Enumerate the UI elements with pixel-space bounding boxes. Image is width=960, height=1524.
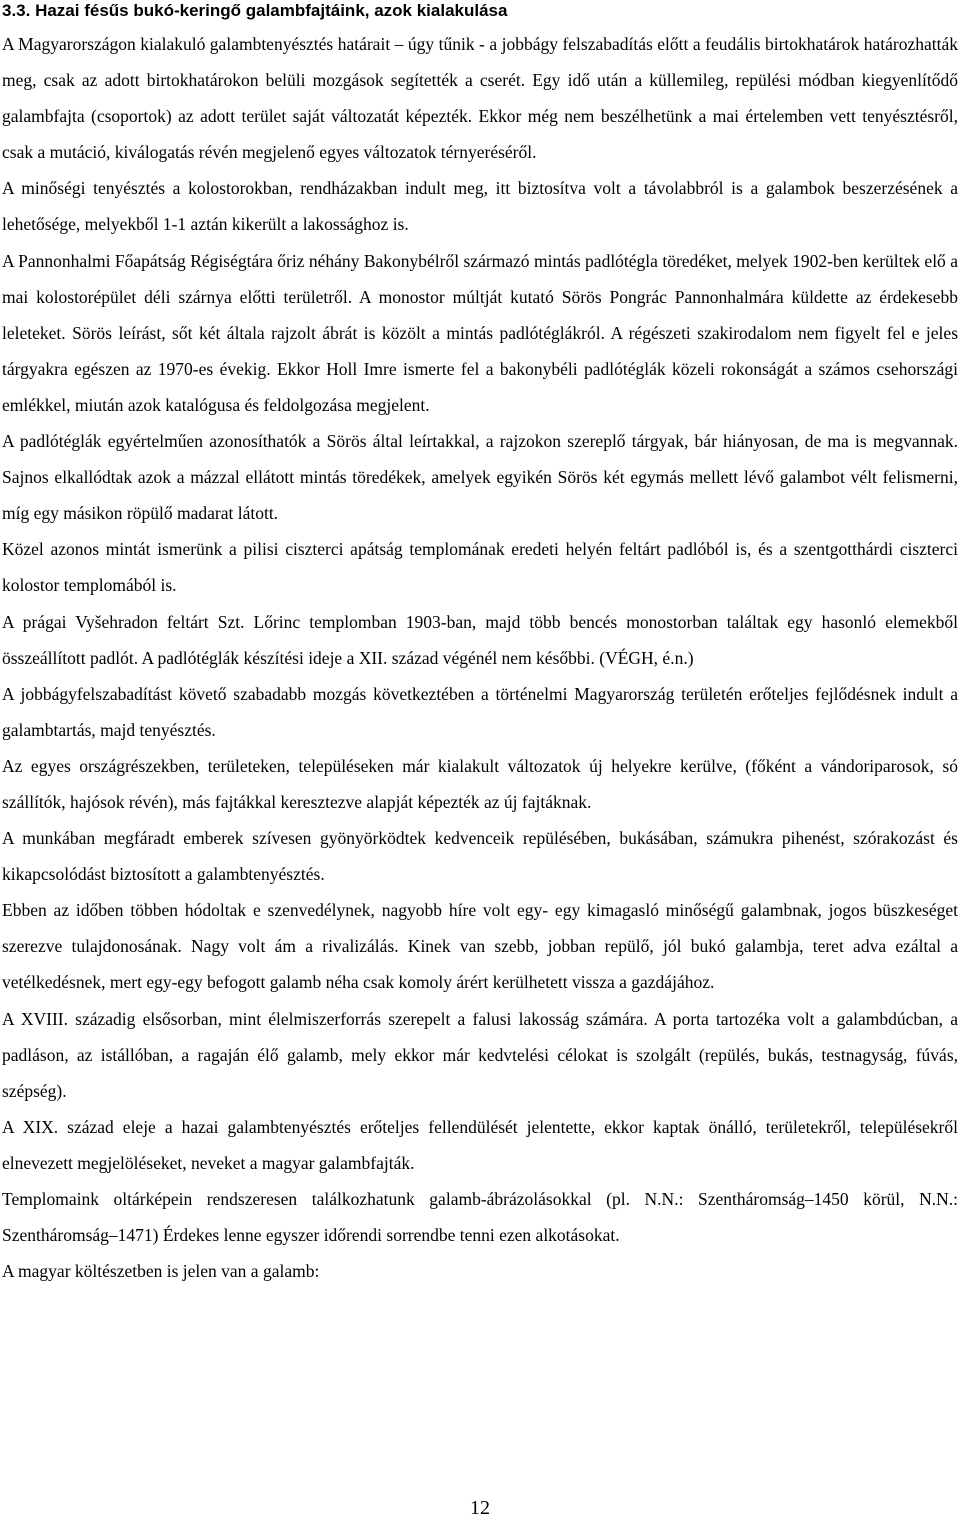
paragraph: A prágai Vyšehradon feltárt Szt. Lőrinc templomban 1903-ban, majd több bencés monostorban találtak egy hasonló elemekből összeállított padlót. A padlótéglák készítési ideje a XII. század végénél nem későbbi. (VÉGH, é.n.) <box>2 611 958 668</box>
paragraph: Templomaink oltárképein rendszeresen találkozhatunk galamb-ábrázolásokkal (pl. N.N.: Szentháromság–1450 körül, N.N.: Szentháromság–1471) Érdekes lenne egyszer időrendi sorrendbe tenni ezen alkotásokat. <box>2 1189 958 1246</box>
page-number: 12 <box>470 1497 490 1519</box>
paragraph: A Pannonhalmi Főapátság Régiségtára őriz néhány Bakonybélről származó mintás padlótégla töredéket, melyek 1902-ben kerültek elő a mai kolostorépület déli szárnya előtti területről. A monostor múltját kutató Sörös Pongrác Pannonhalmára küldette az érdekesebb leleteket. Sörös leírást, sőt két általa rajzolt ábrát is közölt a mintás padlótéglákról. A régészeti szakirodalom nem figyelt fel e jeles tárgyakra egészen az 1970-es évekig. Ekkor Holl Imre ismerte fel a bakonybéli padlótéglák közeli rokonságát a számos csehországi emlékkel, miután azok katalógusa és feldolgozása megjelent. <box>2 250 958 415</box>
paragraph: A Magyarországon kialakuló galambtenyésztés határait – úgy tűnik - a jobbágy felszabadítás előtt a feudális birtokhatárok határozhatták meg, csak az adott birtokhatárokon belüli mozgások segítették a cserét. Egy idő után a küllemileg, repülési módban kiegyenlítődő galambfajta (csoportok) az adott terület saját változatát képezték. Ekkor még nem beszélhetünk a mai értelemben vett tenyésztésről, csak a mutáció, kiválogatás révén megjelenő egyes változatok térnyeréséről. <box>2 34 958 163</box>
section-heading: 3.3. Hazai fésűs bukó-keringő galambfajtáink, azok kialakulása <box>2 1 508 20</box>
body-text <box>2 26 958 1289</box>
paragraph: A magyar költészetben is jelen van a galamb: <box>2 1261 320 1282</box>
paragraph: Az egyes országrészekben, területeken, településeken már kialakult változatok új helyekre kerülve, (főként a vándoriparosok, só szállítók, hajósok révén), más fajtákkal keresztezve alapját képezték az új fajtáknak. <box>2 755 958 812</box>
paragraph: A padlótéglák egyértelműen azonosíthatók a Sörös által leírtakkal, a rajzokon szereplő tárgyak, bár hiányosan, de ma is megvannak. Sajnos elkallódtak azok a mázzal ellátott mintás töredékek, amelyek egyikén Sörös két egymás mellett lévő galambot vélt felismerni, míg egy másikon röpülő madarat látott. <box>2 431 958 524</box>
paragraph: A XIX. század eleje a hazai galambtenyésztés erőteljes fellendülését jelentette, ekkor kaptak önálló, területekről, településekről elnevezett megjelöléseket, neveket a magyar galambfajták. <box>2 1116 958 1173</box>
paragraph: A munkában megfáradt emberek szívesen gyönyörködtek kedvenceik repülésében, bukásában, számukra pihenést, szórakozást és kikapcsolódást biztosított a galambtenyésztés. <box>2 828 958 885</box>
paragraph: A XVIII. századig elsősorban, mint élelmiszerforrás szerepelt a falusi lakosság számára. A porta tartozéka volt a galambdúcban, a padláson, az istállóban, a ragaján élő galamb, mely ekkor már kedvtelési célokat is szolgált (repülés, bukás, testnagyság, fúvás, szépség). <box>2 1008 958 1101</box>
paragraph: A jobbágyfelszabadítást követő szabadabb mozgás következtében a történelmi Magyarország területén erőteljes fejlődésnek indult a galambtartás, majd tenyésztés. <box>2 683 958 740</box>
paragraph: A minőségi tenyésztés a kolostorokban, rendházakban indult meg, itt biztosítva volt a távolabbról is a galambok beszerzésének a lehetősége, melyekből 1-1 aztán kikerült a lakossághoz is. <box>2 178 958 235</box>
paragraph: Ebben az időben többen hódoltak e szenvedélynek, nagyobb híre volt egy- egy kimagasló minőségű galambnak, jogos büszkeséget szerezve tulajdonosának. Nagy volt ám a rivalizálás. Kinek van szebb, jobban repülő, jól bukó galambja, teret adva ezáltal a vetélkedésnek, mert egy-egy befogott galamb néha csak komoly árért kerülhetett vissza a gazdájához. <box>2 900 958 993</box>
paragraph: Közel azonos mintát ismerünk a pilisi ciszterci apátság templomának eredeti helyén feltárt padlóból is, és a szentgotthárdi ciszterci kolostor templomából is. <box>2 539 958 596</box>
